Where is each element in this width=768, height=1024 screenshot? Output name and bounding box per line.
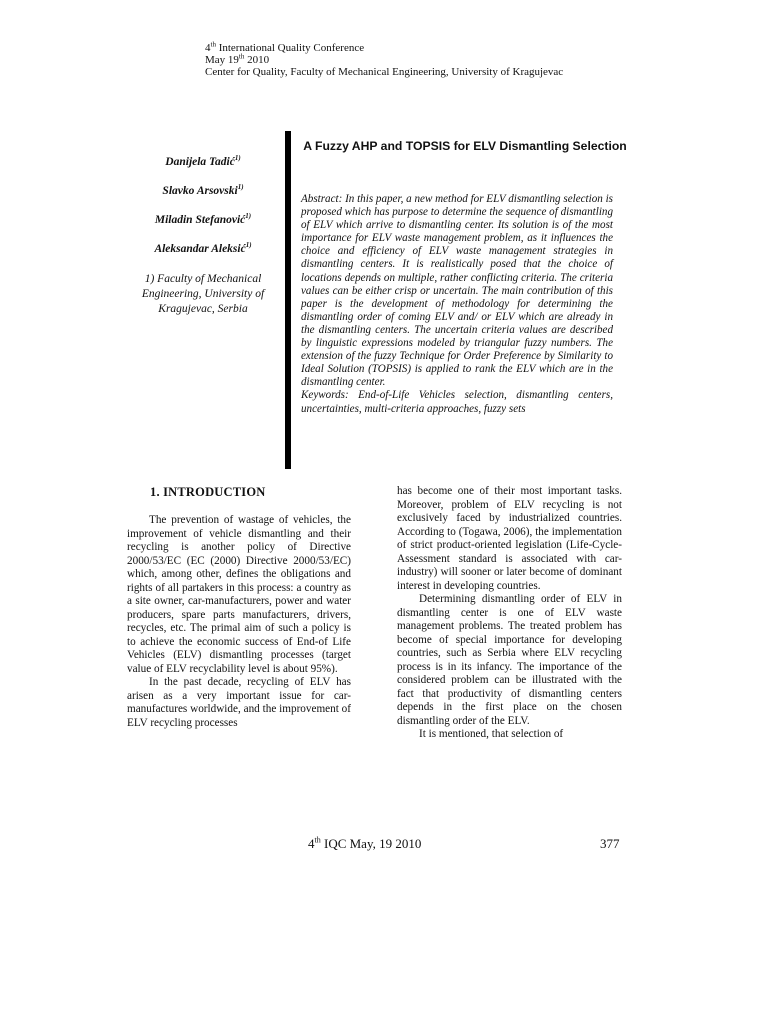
paper-title: A Fuzzy AHP and TOPSIS for ELV Dismantling Selection [303,139,627,153]
body-paragraph: In the past decade, recycling of ELV has arisen as a very important issue for car-manufactures worldwide, and the improvement of ELV recycling processes [127,676,351,729]
body-column-right [397,485,622,742]
author-name-text: Aleksandar Aleksić [154,243,246,255]
footer-ordinal-suffix: th [314,835,321,845]
author-block [128,156,278,317]
conference-name [205,42,563,54]
vertical-divider-bar [285,131,291,469]
author-name-text: Danijela Tadić [165,156,235,168]
author-name [128,185,278,197]
author-affiliation: 1) Faculty of Mechanical Engineering, University of Kragujevac, Serbia [141,273,265,315]
page-footer-conference [308,836,421,852]
author-affiliation-mark: 1) [234,154,241,163]
page-number: 377 [600,836,620,851]
conference-date-suffix: th [238,52,245,61]
author-affiliation-mark: 1) [245,241,252,250]
author-name-text: Miladin Stefanović [154,214,246,226]
footer-ordinal: 4 [308,836,315,851]
author-name [128,243,278,255]
conference-date-day: May 19 [205,54,239,66]
section-heading-introduction: 1. INTRODUCTION [150,485,266,499]
abstract-block [301,193,613,416]
conference-organizer: Center for Quality, Faculty of Mechanical Engineering, University of Kragujevac [205,66,564,78]
body-paragraph: has become one of their most important tasks. Moreover, problem of ELV recycling is not exclusively faced by industrialized countries. According to (Togawa, 2006), the implementation of strict product-oriented legislation (Life-Cycle- Assessment standard is associated with car-industry) will sooner or later become of dominant interest in developing countries. [397,485,622,592]
body-paragraph: It is mentioned, that selection of [419,728,564,740]
author-affiliation-mark: 1) [245,212,252,221]
conference-title: International Quality Conference [215,42,365,54]
conference-date [205,54,563,66]
conference-ordinal-suffix: th [210,40,216,49]
conference-ordinal: 4 [205,42,211,54]
body-paragraph: The prevention of wastage of vehicles, the improvement of vehicle dismantling and their recycling is another policy of Directive 2000/53/EC (EC (2000) Directive 2000/53/EC) which, among other, defines the obligations and rights of all partakers in this process: a country as a site owner, car-manufacturers, power and water producers, spare parts manufacturers, drivers, recycles, etc. The primal aim of such a policy is to achieve the economic success of End-of Life Vehicles (ELV) dismantling processes (target value of ELV recyclability level is about 95%). [127,514,351,675]
author-affiliation-mark: 1) [237,183,244,192]
author-name [128,214,278,226]
footer-conference-text: IQC May, 19 2010 [320,836,422,851]
keywords-text: Keywords: End-of-Life Vehicles selection, dismantling centers, uncertainties, multi-criteria approaches, fuzzy sets [301,389,613,415]
conference-header [205,42,563,78]
abstract-text: Abstract: In this paper, a new method for ELV dismantling selection is proposed which has purpose to determine the sequence of dismantling of ELV which arrive to dismantling center. Its solution is of the most importance for ELV waste management problem, as it influences the choice and efficiency of ELV waste management strategies in dismantling centers. It is realistically posed that the choice of locations depends on multiple, rather conflicting criteria. The criteria values can be either crisp or uncertain. The main contribution of this paper is the development of methodology for determining the dismantling order of coming ELV and/ or ELV which are already in the dismantling centers. The uncertain criteria values are described by linguistic expressions modeled by triangular fuzzy numbers. The extension of the fuzzy Technique for Order Preference by Similarity to Ideal Solution (TOPSIS) is applied to rank the ELV which are in the dismantling center. [301,193,613,389]
conference-date-year: 2010 [244,54,270,66]
author-name-text: Slavko Arsovski [162,185,238,197]
body-paragraph: Determining dismantling order of ELV in dismantling center is one of ELV waste management problems. The treated problem has become of special importance for developing countries, such as Serbia where ELV recycling process is in its infancy. The importance of the considered problem can be illustrated with the fact that productivity of dismantling centers depends in the first place on the chosen dismantling order of the ELV. [397,593,622,727]
author-name [128,156,278,168]
body-column-left [127,514,351,730]
